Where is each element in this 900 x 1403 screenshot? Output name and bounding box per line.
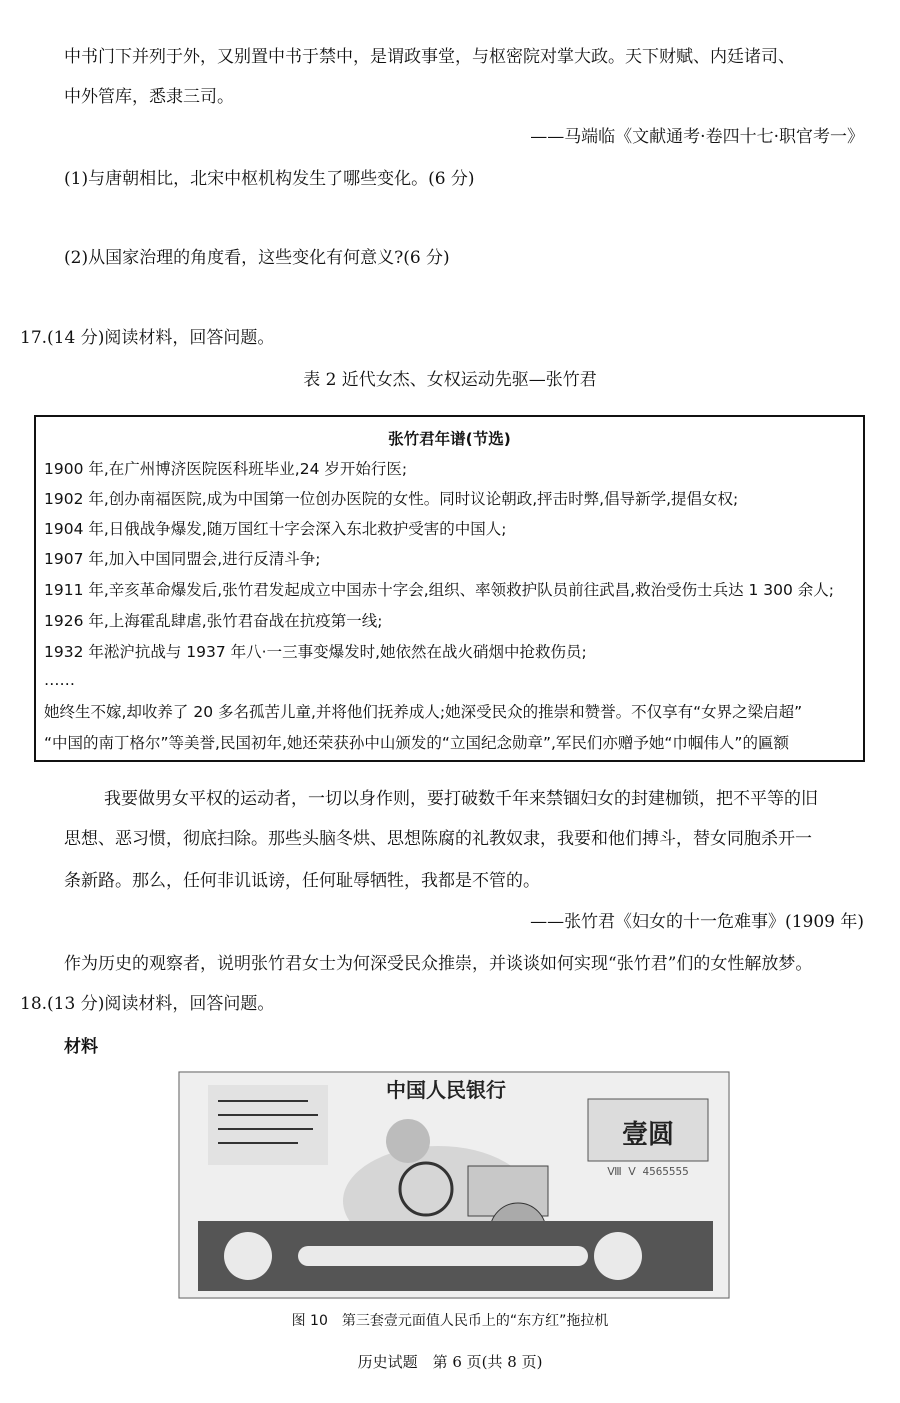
passage-line: 中外管库，悉隶三司。 — [64, 87, 234, 107]
table-row: 1904 年,日俄战争爆发,随万国红十字会深入东北救护受害的中国人; — [44, 520, 507, 538]
denomination-label: 壹圆 — [621, 1120, 675, 1150]
table-row: 1902 年,创办南福医院,成为中国第一位创办医院的女性。同时议论朝政,抨击时弊,倡导新学,提倡女权; — [44, 490, 739, 508]
table-row: 她终生不嫁,却收养了 20 多名孤苦儿童,并将他们抚养成人;她深受民众的推崇和赞誉。不仅享有“女界之梁启超” — [44, 703, 803, 721]
quote-line: 条新路。那么，任何非讥诋谤，任何耻辱牺牲，我都是不管的。 — [64, 871, 540, 891]
quote-line: 我要做男女平权的运动者，一切以身作则，要打破数千年来禁锢妇女的封建枷锁，把不平等的旧 — [104, 789, 818, 809]
question-16-2: (2)从国家治理的角度看，这些变化有何意义?(6 分) — [64, 248, 450, 268]
serial-number: Ⅷ Ⅴ 4565555 — [607, 1165, 689, 1178]
table-row: 1932 年淞沪抗战与 1937 年八·一三事变爆发时,她依然在战火硝烟中抢救伤员; — [44, 643, 587, 661]
question-17: 作为历史的观察者，说明张竹君女士为何深受民众推崇，并谈谈如何实现“张竹君”们的女性解放梦。 — [64, 954, 813, 974]
passage-line: 中书门下并列于外，又别置中书于禁中，是谓政事堂，与枢密院对掌大政。天下财赋、内廷诸司、 — [64, 47, 795, 67]
table-row: “中国的南丁格尔”等美誉,民国初年,她还荣获孙中山颁发的“立国纪念勋章”,军民们亦赠予她“巾帼伟人”的匾额 — [44, 734, 789, 752]
table-row: 1926 年,上海霍乱肆虐,张竹君奋战在抗疫第一线; — [44, 612, 383, 630]
question-18-heading: 18.(13 分)阅读材料，回答问题。 — [20, 994, 275, 1014]
page-footer: 历史试题 第 6 页(共 8 页) — [357, 1353, 543, 1371]
quote-source: ——张竹君《妇女的十一危难事》(1909 年) — [530, 912, 864, 932]
table-row: …… — [44, 671, 75, 689]
table-row: 1900 年,在广州博济医院医科班毕业,24 岁开始行医; — [44, 460, 408, 478]
bank-name: 中国人民银行 — [386, 1078, 506, 1102]
table-row: 1907 年,加入中国同盟会,进行反清斗争; — [44, 550, 321, 568]
figure-caption: 图 10 第三套壹元面值人民币上的“东方红”拖拉机 — [291, 1313, 609, 1329]
table-header: 张竹君年谱(节选) — [388, 430, 511, 448]
material-label: 材料 — [64, 1037, 98, 1057]
banknote-image — [178, 1071, 730, 1299]
table-title: 表 2 近代女杰、女权运动先驱—张竹君 — [303, 370, 597, 390]
question-17-heading: 17.(14 分)阅读材料，回答问题。 — [20, 328, 275, 348]
passage-source: ——马端临《文献通考·卷四十七·职官考一》 — [530, 127, 864, 147]
quote-line: 思想、恶习惯，彻底扫除。那些头脑冬烘、思想陈腐的礼教奴隶，我要和他们搏斗，替女同胞杀开一 — [64, 829, 812, 849]
banknote-illustration — [178, 1071, 730, 1299]
chronology-table — [34, 415, 865, 762]
question-16-1: (1)与唐朝相比，北宋中枢机构发生了哪些变化。(6 分) — [64, 169, 475, 189]
table-row: 1911 年,辛亥革命爆发后,张竹君发起成立中国赤十字会,组织、率领救护队员前往武昌,救治受伤士兵达 1 300 余人; — [44, 581, 835, 599]
